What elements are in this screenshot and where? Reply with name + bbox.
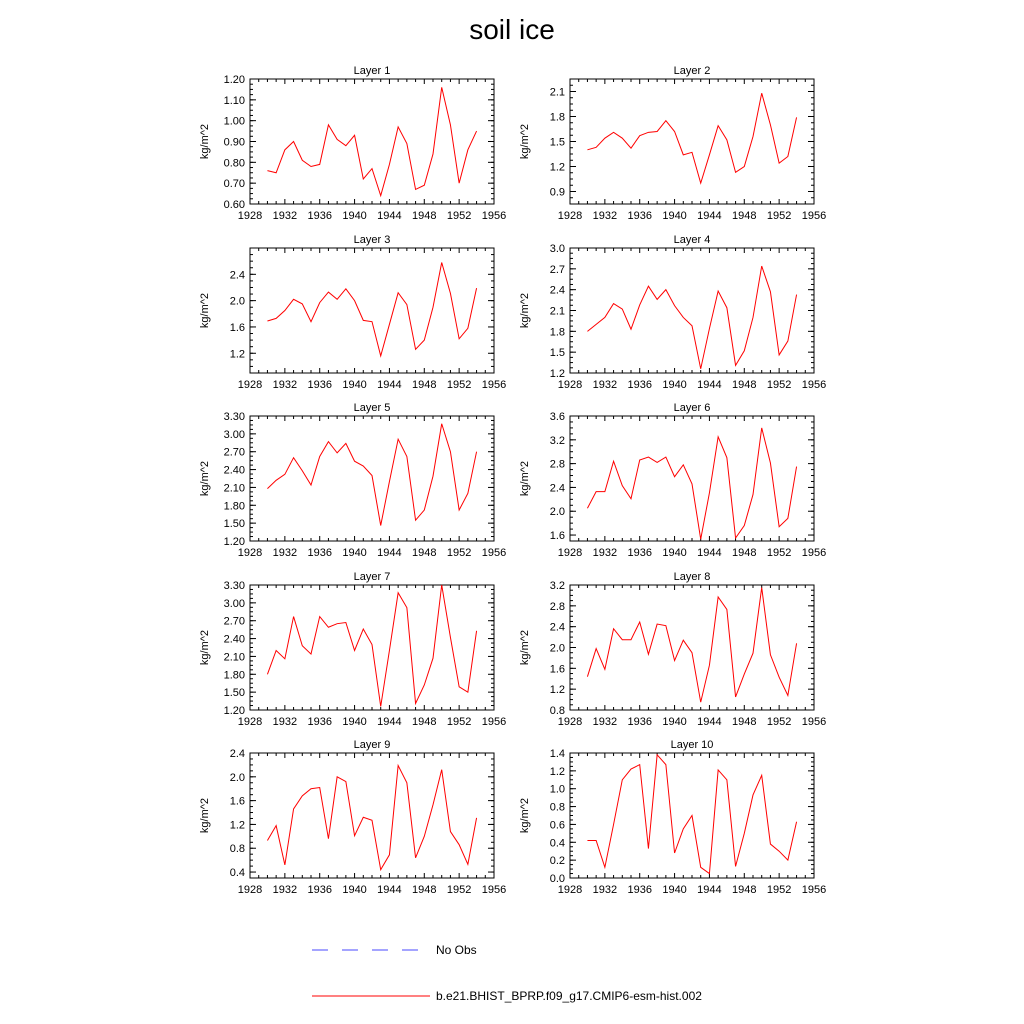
x-tick-label: 1956 — [481, 379, 507, 391]
x-tick-label: 1932 — [272, 716, 298, 728]
x-tick-label: 1928 — [237, 210, 263, 222]
x-tick-label: 1948 — [412, 547, 437, 559]
y-tick-label: 3.2 — [549, 580, 565, 592]
x-tick-label: 1928 — [237, 547, 263, 559]
x-tick-label: 1932 — [272, 210, 298, 222]
x-tick-label: 1956 — [801, 379, 827, 391]
y-tick-label: 0.6 — [549, 819, 565, 832]
y-tick-label: 0.8 — [549, 801, 565, 814]
x-tick-label: 1952 — [766, 884, 792, 896]
y-tick-label: 1.2 — [549, 765, 565, 778]
y-tick-label: 3.6 — [549, 411, 565, 423]
x-tick-label: 1932 — [592, 379, 618, 391]
x-tick-label: 1940 — [662, 210, 687, 222]
y-tick-label: 1.2 — [229, 819, 245, 832]
y-tick-label: 2.4 — [549, 482, 565, 495]
x-tick-label: 1932 — [272, 379, 298, 391]
panel-title: Layer 8 — [673, 571, 711, 583]
panel-title: Layer 2 — [673, 65, 711, 77]
x-tick-label: 1940 — [342, 884, 367, 896]
y-tick-label: 0.80 — [223, 157, 245, 170]
x-tick-label: 1928 — [557, 884, 583, 896]
x-tick-label: 1956 — [801, 547, 827, 559]
y-tick-label: 2.40 — [223, 633, 245, 646]
y-tick-label: 1.80 — [223, 500, 245, 513]
y-axis-label: kg/m^2 — [519, 460, 531, 497]
y-axis-label: kg/m^2 — [519, 797, 531, 834]
y-tick-label: 1.5 — [549, 347, 565, 360]
y-tick-label: 0.9 — [549, 186, 565, 199]
y-tick-label: 3.30 — [223, 580, 245, 592]
y-tick-label: 0.4 — [549, 837, 565, 850]
y-tick-label: 1.20 — [223, 536, 245, 548]
x-tick-label: 1932 — [592, 210, 618, 222]
x-tick-label: 1928 — [237, 716, 263, 728]
x-tick-label: 1952 — [446, 547, 472, 559]
y-tick-label: 2.1 — [549, 86, 565, 99]
x-tick-label: 1944 — [697, 547, 722, 559]
x-tick-label: 1928 — [557, 716, 583, 728]
x-tick-label: 1952 — [446, 210, 472, 222]
y-tick-label: 2.8 — [549, 458, 565, 471]
x-tick-label: 1944 — [697, 716, 722, 728]
x-tick-label: 1944 — [377, 547, 402, 559]
legend-model-label: b.e21.BHIST_BPRP.f09_g17.CMIP6-esm-hist.002 — [436, 989, 702, 1003]
x-tick-label: 1952 — [446, 716, 472, 728]
x-tick-label: 1928 — [237, 379, 263, 391]
x-tick-label: 1936 — [307, 547, 332, 559]
x-tick-label: 1940 — [342, 379, 367, 391]
y-tick-label: 2.4 — [549, 621, 565, 634]
y-axis-label: kg/m^2 — [199, 797, 211, 834]
y-tick-label: 3.00 — [223, 428, 245, 441]
x-tick-label: 1932 — [272, 884, 298, 896]
panel-title: Layer 5 — [353, 402, 391, 414]
y-tick-label: 2.4 — [229, 269, 245, 282]
x-tick-label: 1948 — [732, 210, 757, 222]
y-tick-label: 3.2 — [549, 434, 565, 447]
x-tick-label: 1944 — [697, 884, 722, 896]
x-tick-label: 1928 — [557, 547, 583, 559]
y-axis-label: kg/m^2 — [519, 123, 531, 160]
y-tick-label: 1.2 — [229, 348, 245, 361]
y-tick-label: 1.8 — [549, 326, 565, 339]
x-tick-label: 1936 — [307, 210, 332, 222]
panel-title: Layer 9 — [353, 739, 391, 751]
y-tick-label: 1.80 — [223, 669, 245, 682]
x-tick-label: 1936 — [627, 379, 652, 391]
y-tick-label: 1.6 — [549, 530, 565, 543]
x-tick-label: 1940 — [342, 547, 367, 559]
y-tick-label: 2.10 — [223, 482, 245, 495]
y-tick-label: 3.30 — [223, 411, 245, 423]
y-axis-label: kg/m^2 — [519, 292, 531, 329]
x-tick-label: 1928 — [557, 379, 583, 391]
y-tick-label: 2.40 — [223, 464, 245, 477]
x-tick-label: 1932 — [592, 884, 618, 896]
panel-title: Layer 6 — [673, 402, 711, 414]
y-tick-label: 1.2 — [549, 684, 565, 697]
x-tick-label: 1952 — [766, 547, 792, 559]
x-tick-label: 1944 — [377, 379, 402, 391]
y-tick-label: 2.0 — [549, 506, 565, 519]
x-tick-label: 1948 — [732, 379, 757, 391]
x-tick-label: 1936 — [307, 716, 332, 728]
x-tick-label: 1940 — [662, 379, 687, 391]
x-tick-label: 1948 — [412, 716, 437, 728]
y-tick-label: 0.90 — [223, 136, 245, 149]
y-tick-label: 1.5 — [549, 136, 565, 149]
x-tick-label: 1956 — [801, 716, 827, 728]
y-tick-label: 2.0 — [229, 295, 245, 308]
x-tick-label: 1956 — [481, 547, 507, 559]
y-tick-label: 1.00 — [223, 115, 245, 128]
y-tick-label: 1.20 — [223, 705, 245, 717]
x-tick-label: 1932 — [272, 547, 298, 559]
y-tick-label: 2.0 — [229, 771, 245, 784]
x-tick-label: 1956 — [481, 716, 507, 728]
y-tick-label: 0.70 — [223, 178, 245, 191]
y-axis-label: kg/m^2 — [199, 292, 211, 329]
y-tick-label: 3.00 — [223, 597, 245, 610]
x-tick-label: 1932 — [592, 716, 618, 728]
y-tick-label: 2.8 — [549, 600, 565, 613]
y-axis-label: kg/m^2 — [199, 460, 211, 497]
y-tick-label: 2.70 — [223, 446, 245, 459]
x-tick-label: 1940 — [342, 210, 367, 222]
x-tick-label: 1928 — [557, 210, 583, 222]
x-tick-label: 1948 — [732, 547, 757, 559]
y-tick-label: 1.6 — [229, 795, 245, 808]
x-tick-label: 1956 — [801, 210, 827, 222]
y-tick-label: 3.0 — [549, 243, 565, 255]
x-tick-label: 1932 — [592, 547, 618, 559]
y-tick-label: 1.6 — [229, 321, 245, 334]
legend-no-obs-label: No Obs — [436, 943, 477, 957]
y-tick-label: 0.0 — [549, 873, 565, 885]
y-axis-label: kg/m^2 — [199, 629, 211, 666]
x-tick-label: 1948 — [732, 884, 757, 896]
panel-title: Layer 4 — [673, 234, 711, 246]
x-tick-label: 1952 — [766, 379, 792, 391]
panel-title: Layer 1 — [353, 65, 391, 77]
x-tick-label: 1956 — [481, 884, 507, 896]
y-tick-label: 2.70 — [223, 615, 245, 628]
y-tick-label: 0.2 — [549, 855, 565, 868]
x-tick-label: 1952 — [766, 716, 792, 728]
y-tick-label: 1.50 — [223, 687, 245, 700]
x-tick-label: 1948 — [732, 716, 757, 728]
y-tick-label: 0.4 — [229, 867, 245, 880]
y-tick-label: 1.2 — [549, 161, 565, 174]
y-tick-label: 2.7 — [549, 263, 565, 276]
x-tick-label: 1956 — [481, 210, 507, 222]
x-tick-label: 1944 — [377, 884, 402, 896]
y-tick-label: 1.2 — [549, 368, 565, 380]
y-tick-label: 2.4 — [229, 748, 245, 760]
y-tick-label: 1.8 — [549, 111, 565, 124]
x-tick-label: 1936 — [627, 884, 652, 896]
y-tick-label: 1.50 — [223, 518, 245, 531]
y-tick-label: 2.10 — [223, 651, 245, 664]
y-tick-label: 0.60 — [223, 199, 245, 211]
x-tick-label: 1944 — [377, 210, 402, 222]
page-title: soil ice — [469, 14, 555, 45]
y-tick-label: 2.1 — [549, 305, 565, 318]
panel-title: Layer 3 — [353, 234, 391, 246]
x-tick-label: 1940 — [662, 547, 687, 559]
x-tick-label: 1944 — [697, 379, 722, 391]
x-tick-label: 1952 — [446, 379, 472, 391]
x-tick-label: 1944 — [377, 716, 402, 728]
x-tick-label: 1936 — [627, 210, 652, 222]
x-tick-label: 1940 — [662, 716, 687, 728]
x-tick-label: 1952 — [446, 884, 472, 896]
panel-title: Layer 7 — [353, 571, 391, 583]
y-tick-label: 1.6 — [549, 663, 565, 676]
x-tick-label: 1936 — [307, 884, 332, 896]
y-tick-label: 2.0 — [549, 642, 565, 655]
x-tick-label: 1948 — [412, 884, 437, 896]
y-tick-label: 1.20 — [223, 74, 245, 86]
panel-title: Layer 10 — [670, 739, 714, 751]
x-tick-label: 1936 — [307, 379, 332, 391]
x-tick-label: 1936 — [627, 716, 652, 728]
y-axis-label: kg/m^2 — [519, 629, 531, 666]
x-tick-label: 1940 — [662, 884, 687, 896]
y-tick-label: 1.10 — [223, 94, 245, 107]
x-tick-label: 1952 — [766, 210, 792, 222]
y-tick-label: 0.8 — [229, 843, 245, 856]
y-axis-label: kg/m^2 — [199, 123, 211, 160]
y-tick-label: 1.0 — [549, 783, 565, 796]
x-tick-label: 1940 — [342, 716, 367, 728]
y-tick-label: 1.4 — [549, 748, 565, 760]
x-tick-label: 1936 — [627, 547, 652, 559]
y-tick-label: 2.4 — [549, 284, 565, 297]
x-tick-label: 1928 — [237, 884, 263, 896]
x-tick-label: 1948 — [412, 379, 437, 391]
y-tick-label: 0.8 — [549, 705, 565, 717]
x-tick-label: 1956 — [801, 884, 827, 896]
x-tick-label: 1944 — [697, 210, 722, 222]
x-tick-label: 1948 — [412, 210, 437, 222]
